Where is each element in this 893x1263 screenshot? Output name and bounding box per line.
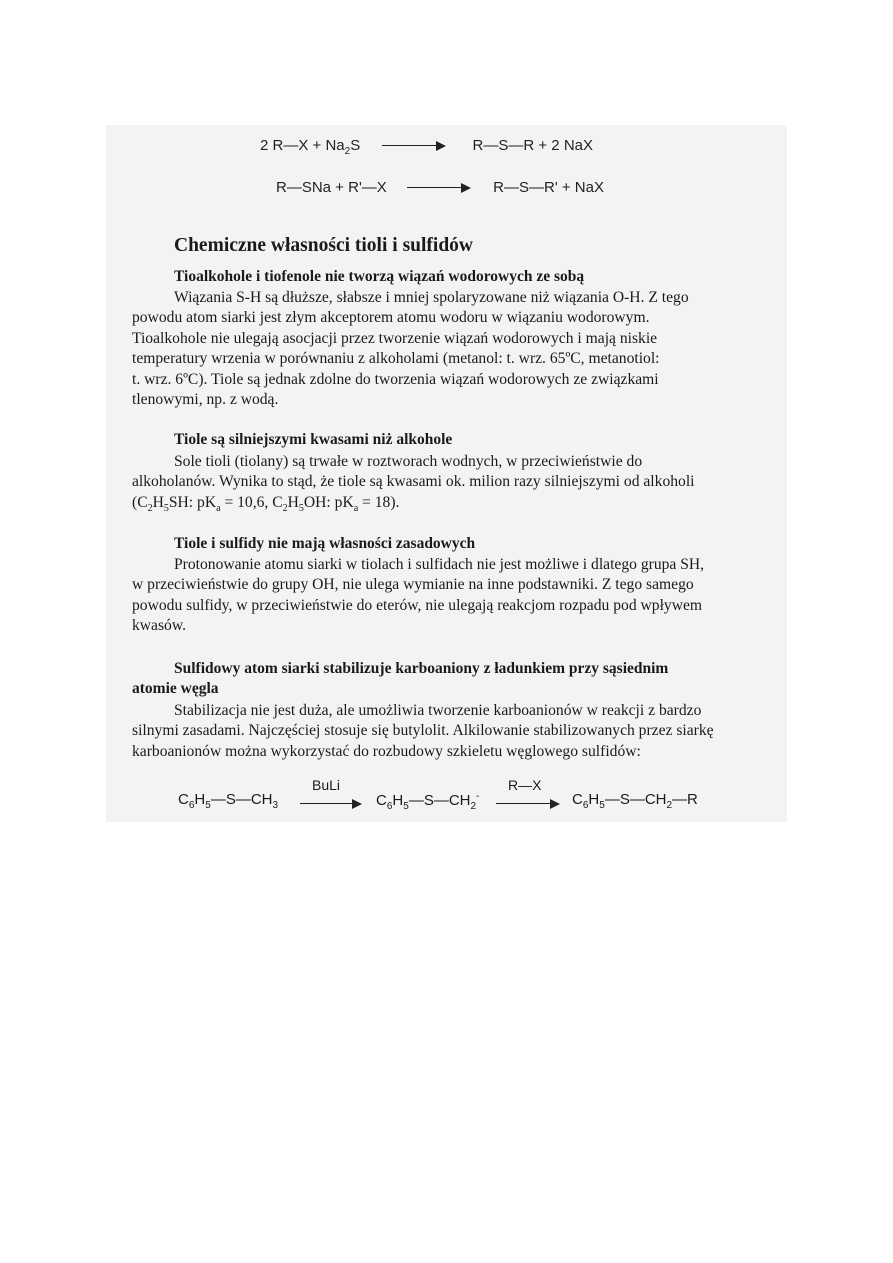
scanned-page	[106, 125, 787, 822]
paragraph-1	[132, 288, 778, 410]
paragraph-line: t. wrz. 6ºC). Tiole są jednak zdolne do tworzenia wiązań wodorowych ze związkami	[132, 370, 659, 388]
paragraph-line: Stabilizacja nie jest duża, ale umożliwia tworzenie karboanionów w reakcji z bardzo	[174, 702, 702, 719]
formula-sub: 2	[666, 800, 673, 811]
formula-sub: 2	[147, 502, 153, 514]
equation-1-left-sub: 2	[344, 146, 351, 157]
scheme-start	[178, 791, 278, 811]
reaction-arrow	[300, 799, 362, 809]
formula-sub: 6	[386, 801, 393, 812]
paragraph-line: powodu sulfidy, w przeciwieństwie do eterów, nie ulegają reakcjom rozpadu pod wpływem	[132, 596, 703, 614]
formula-part: (C	[132, 493, 148, 511]
paragraph-2	[132, 452, 778, 519]
reaction-scheme	[178, 777, 738, 817]
formula-part: H	[392, 792, 404, 809]
equation-1-right: R—S—R + 2 NaX	[472, 137, 594, 154]
reagent-label-1: BuLi	[312, 777, 341, 793]
reagent-label-2: R—X	[508, 777, 542, 793]
formula-sup: -	[476, 791, 480, 802]
formula-sub: 5	[599, 800, 605, 811]
equation-1	[260, 137, 593, 157]
paragraph-line: powodu atom siarki jest złym akceptorem atomu wodoru w wiązaniu wodorowym.	[132, 309, 650, 327]
paragraph-line: alkoholanów. Wynika to stąd, że tiole są kwasami ok. milion razy silniejszymi od alkoholi	[132, 473, 695, 491]
formula-part: C	[178, 791, 189, 808]
equation-1-left: 2 R—X + Na	[260, 137, 345, 154]
formula-part: H	[588, 791, 600, 808]
section-heading: Chemiczne własności tioli i sulfidów	[174, 235, 474, 256]
formula-sub: 2	[470, 801, 477, 812]
formula-part: C	[572, 791, 583, 808]
formula-part: C	[376, 792, 387, 809]
subheading-3: Tiole i sulfidy nie mają własności zasadowych	[174, 535, 476, 552]
scheme-intermediate	[376, 791, 479, 812]
formula-sub: 5	[403, 801, 409, 812]
paragraph-line: karboanionów można wykorzystać do rozbudowy szkieletu węglowego sulfidów:	[132, 742, 641, 760]
formula-sub: 5	[205, 800, 211, 811]
paragraph-line: Wiązania S-H są dłuższe, słabsze i mniej spolaryzowane niż wiązania O-H. Z tego	[174, 289, 689, 306]
formula-line	[132, 493, 778, 519]
scheme-product	[572, 791, 698, 811]
formula-part: OH: pK	[303, 493, 354, 511]
formula-sub: a	[353, 502, 359, 514]
paragraph-line: w przeciwieństwie do grupy OH, nie ulega wymianie na inne podstawniki. Z tego samego	[132, 576, 694, 594]
paragraph-line: kwasów.	[132, 617, 186, 635]
formula-sub: 6	[582, 800, 589, 811]
formula-part: —S—CH	[604, 791, 667, 808]
formula-part: = 18).	[358, 493, 400, 511]
paragraph-line: tlenowymi, np. z wodą.	[132, 391, 279, 409]
equation-2-left: R—SNa + R'—X	[276, 179, 387, 196]
formula-part: —S—CH	[210, 791, 273, 808]
formula-sub: 3	[272, 800, 279, 811]
formula-sub: 2	[282, 502, 288, 514]
paragraph-line: silnymi zasadami. Najczęściej stosuje się butylolit. Alkilowanie stabilizowanych przez siarkę	[132, 722, 714, 740]
equation-2-right: R—S—R' + NaX	[493, 179, 604, 196]
paragraph-4	[132, 701, 778, 762]
paragraph-3	[132, 555, 778, 637]
subheading-line: Sulfidowy atom siarki stabilizuje karboaniony z ładunkiem przy sąsiednim	[174, 660, 669, 677]
formula-part: = 10,6, C	[220, 493, 283, 511]
paragraph-line: Protonowanie atomu siarki w tiolach i sulfidach nie jest możliwe i dlatego grupa SH,	[174, 556, 705, 573]
formula-part: SH: pK	[168, 493, 217, 511]
formula-part: H	[194, 791, 206, 808]
formula-part: —R	[672, 791, 698, 808]
formula-part: —S—CH	[408, 792, 471, 809]
subheading-line: atomie węgla	[132, 680, 219, 697]
reaction-arrow	[496, 799, 560, 809]
paragraph-line: Sole tioli (tiolany) są trwałe w roztworach wodnych, w przeciwieństwie do	[174, 453, 643, 470]
formula-sub: 5	[298, 502, 304, 514]
reaction-arrow	[407, 183, 471, 193]
formula-sub: 5	[163, 502, 169, 514]
paragraph-line: temperatury wrzenia w porównaniu z alkoholami (metanol: t. wrz. 65ºC, metanotiol:	[132, 350, 660, 368]
equation-1-left-end: S	[350, 137, 361, 154]
formula-sub: 6	[188, 800, 195, 811]
reaction-arrow	[382, 141, 446, 151]
subheading-2: Tiole są silniejszymi kwasami niż alkohole	[174, 431, 453, 448]
formula-part: H	[152, 493, 164, 511]
paragraph-line: Tioalkohole nie ulegają asocjacji przez tworzenie wiązań wodorowych i mają niskie	[132, 329, 658, 347]
formula-sub: a	[216, 502, 221, 514]
subheading-1: Tioalkohole i tiofenole nie tworzą wiązań wodorowych ze sobą	[174, 268, 585, 285]
subheading-4	[132, 659, 778, 699]
formula-part: H	[287, 493, 299, 511]
equation-2	[276, 179, 604, 196]
